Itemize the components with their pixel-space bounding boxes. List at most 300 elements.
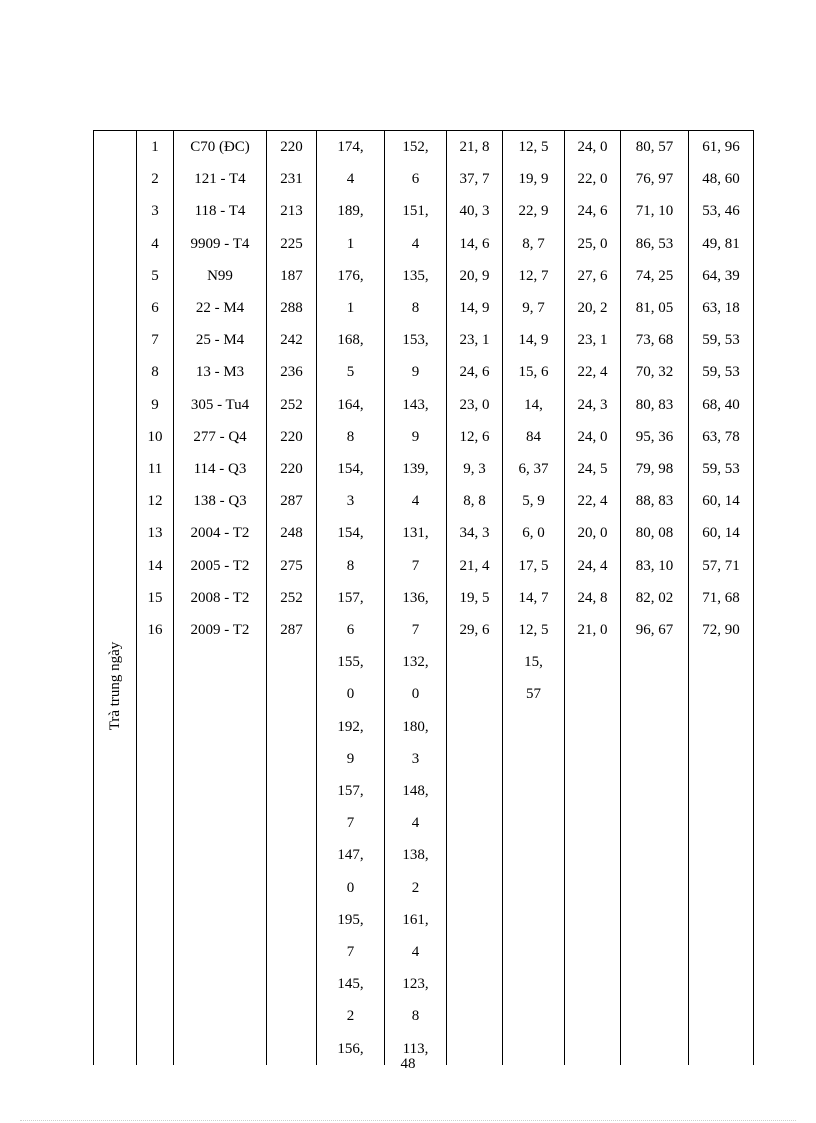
cell-col-8: 24, 4 bbox=[565, 550, 621, 582]
cell-col-10: 60, 14 bbox=[689, 485, 754, 517]
cell-col-6: 37, 7 bbox=[447, 163, 503, 195]
cell-col-4: 192, bbox=[317, 711, 385, 743]
cell-stt bbox=[137, 678, 174, 710]
cell-variety: 2008 - T2 bbox=[174, 582, 267, 614]
cell-col-5: 0 bbox=[385, 678, 447, 710]
cell-stt: 5 bbox=[137, 260, 174, 292]
table-row bbox=[94, 582, 754, 614]
cell-col-3 bbox=[267, 711, 317, 743]
cell-variety: 13 - M3 bbox=[174, 356, 267, 388]
cell-col-7: 8, 7 bbox=[503, 228, 565, 260]
cell-col-10: 72, 90 bbox=[689, 614, 754, 646]
cell-col-10 bbox=[689, 743, 754, 775]
cell-col-6: 40, 3 bbox=[447, 195, 503, 227]
data-table-wrapper bbox=[93, 130, 753, 1057]
cell-col-9: 76, 97 bbox=[621, 163, 689, 195]
cell-col-5: 3 bbox=[385, 743, 447, 775]
cell-col-10: 49, 81 bbox=[689, 228, 754, 260]
cell-col-7 bbox=[503, 936, 565, 968]
cell-col-5: 136, bbox=[385, 582, 447, 614]
cell-stt: 13 bbox=[137, 517, 174, 549]
cell-stt: 11 bbox=[137, 453, 174, 485]
cell-col-8 bbox=[565, 872, 621, 904]
cell-col-4: 174, bbox=[317, 131, 385, 164]
cell-col-9 bbox=[621, 743, 689, 775]
cell-col-4: 2 bbox=[317, 1000, 385, 1032]
cell-col-5: 143, bbox=[385, 389, 447, 421]
cell-col-9: 73, 68 bbox=[621, 324, 689, 356]
cell-col-8: 24, 6 bbox=[565, 195, 621, 227]
cell-variety: 2005 - T2 bbox=[174, 550, 267, 582]
cell-col-10: 63, 78 bbox=[689, 421, 754, 453]
cell-col-6: 24, 6 bbox=[447, 356, 503, 388]
cell-col-6: 20, 9 bbox=[447, 260, 503, 292]
cell-col-7: 12, 5 bbox=[503, 131, 565, 164]
cell-col-10: 60, 14 bbox=[689, 517, 754, 549]
cell-col-8 bbox=[565, 646, 621, 678]
cell-col-7: 5, 9 bbox=[503, 485, 565, 517]
cell-col-8: 24, 8 bbox=[565, 582, 621, 614]
cell-col-8: 23, 1 bbox=[565, 324, 621, 356]
cell-stt bbox=[137, 839, 174, 871]
cell-stt bbox=[137, 936, 174, 968]
cell-col-10 bbox=[689, 775, 754, 807]
data-table bbox=[93, 130, 754, 1065]
table-row bbox=[94, 872, 754, 904]
cell-col-4: 189, bbox=[317, 195, 385, 227]
cell-col-9: 74, 25 bbox=[621, 260, 689, 292]
cell-col-7: 12, 5 bbox=[503, 614, 565, 646]
table-row bbox=[94, 163, 754, 195]
cell-col-5: 131, bbox=[385, 517, 447, 549]
cell-col-10: 64, 39 bbox=[689, 260, 754, 292]
cell-col-8 bbox=[565, 678, 621, 710]
cell-variety: 2004 - T2 bbox=[174, 517, 267, 549]
cell-stt bbox=[137, 904, 174, 936]
cell-col-4: 195, bbox=[317, 904, 385, 936]
cell-col-7 bbox=[503, 839, 565, 871]
cell-col-8: 24, 0 bbox=[565, 421, 621, 453]
cell-col-8 bbox=[565, 1000, 621, 1032]
cell-col-5: 153, bbox=[385, 324, 447, 356]
cell-col-3: 287 bbox=[267, 614, 317, 646]
cell-col-5: 139, bbox=[385, 453, 447, 485]
cell-col-8 bbox=[565, 968, 621, 1000]
cell-col-4: 164, bbox=[317, 389, 385, 421]
cell-col-7: 6, 0 bbox=[503, 517, 565, 549]
cell-variety: 114 - Q3 bbox=[174, 453, 267, 485]
cell-col-9: 81, 05 bbox=[621, 292, 689, 324]
cell-col-7 bbox=[503, 775, 565, 807]
cell-col-5: 4 bbox=[385, 807, 447, 839]
cell-stt bbox=[137, 743, 174, 775]
cell-col-4: 155, bbox=[317, 646, 385, 678]
cell-col-9: 80, 08 bbox=[621, 517, 689, 549]
cell-col-6 bbox=[447, 646, 503, 678]
table-row bbox=[94, 228, 754, 260]
cell-col-3 bbox=[267, 872, 317, 904]
cell-col-3 bbox=[267, 743, 317, 775]
cell-variety: 2009 - T2 bbox=[174, 614, 267, 646]
cell-col-8: 24, 0 bbox=[565, 131, 621, 164]
cell-col-3: 220 bbox=[267, 131, 317, 164]
cell-col-6 bbox=[447, 743, 503, 775]
group-label: Trà trung ngày bbox=[107, 641, 123, 731]
cell-col-7 bbox=[503, 904, 565, 936]
table-row bbox=[94, 678, 754, 710]
cell-col-5: 6 bbox=[385, 163, 447, 195]
table-row bbox=[94, 260, 754, 292]
cell-col-3: 231 bbox=[267, 163, 317, 195]
cell-col-6 bbox=[447, 936, 503, 968]
cell-col-8: 22, 4 bbox=[565, 356, 621, 388]
cell-variety bbox=[174, 968, 267, 1000]
cell-col-7 bbox=[503, 711, 565, 743]
cell-variety: 25 - M4 bbox=[174, 324, 267, 356]
cell-col-4: 6 bbox=[317, 614, 385, 646]
table-row bbox=[94, 389, 754, 421]
cell-stt: 8 bbox=[137, 356, 174, 388]
cell-col-4: 3 bbox=[317, 485, 385, 517]
cell-stt: 6 bbox=[137, 292, 174, 324]
cell-variety bbox=[174, 743, 267, 775]
cell-col-9: 79, 98 bbox=[621, 453, 689, 485]
table-row bbox=[94, 453, 754, 485]
table-row bbox=[94, 807, 754, 839]
cell-variety bbox=[174, 904, 267, 936]
cell-col-3 bbox=[267, 839, 317, 871]
cell-variety bbox=[174, 807, 267, 839]
table-row bbox=[94, 1000, 754, 1032]
cell-col-7 bbox=[503, 807, 565, 839]
cell-col-3 bbox=[267, 646, 317, 678]
cell-col-3: 225 bbox=[267, 228, 317, 260]
cell-col-4: 8 bbox=[317, 421, 385, 453]
cell-col-3 bbox=[267, 1000, 317, 1032]
cell-col-7: 57 bbox=[503, 678, 565, 710]
cell-col-10 bbox=[689, 904, 754, 936]
cell-col-7: 6, 37 bbox=[503, 453, 565, 485]
cell-col-3 bbox=[267, 807, 317, 839]
cell-col-8 bbox=[565, 936, 621, 968]
cell-col-10 bbox=[689, 807, 754, 839]
cell-col-6: 12, 6 bbox=[447, 421, 503, 453]
cell-col-9: 96, 67 bbox=[621, 614, 689, 646]
cell-col-5: 148, bbox=[385, 775, 447, 807]
cell-col-10: 57, 71 bbox=[689, 550, 754, 582]
cell-col-5: 161, bbox=[385, 904, 447, 936]
cell-stt: 9 bbox=[137, 389, 174, 421]
cell-col-6 bbox=[447, 839, 503, 871]
cell-col-4: 147, bbox=[317, 839, 385, 871]
table-row bbox=[94, 421, 754, 453]
cell-col-4: 145, bbox=[317, 968, 385, 1000]
cell-col-3: 275 bbox=[267, 550, 317, 582]
cell-col-7 bbox=[503, 1000, 565, 1032]
table-row bbox=[94, 517, 754, 549]
cell-col-5: 7 bbox=[385, 614, 447, 646]
cell-col-7: 14, bbox=[503, 389, 565, 421]
cell-col-10 bbox=[689, 968, 754, 1000]
cell-stt: 10 bbox=[137, 421, 174, 453]
cell-variety: 9909 - T4 bbox=[174, 228, 267, 260]
cell-col-10: 68, 40 bbox=[689, 389, 754, 421]
cell-col-7: 15, bbox=[503, 646, 565, 678]
cell-col-9 bbox=[621, 646, 689, 678]
cell-col-3 bbox=[267, 936, 317, 968]
cell-variety bbox=[174, 711, 267, 743]
cell-col-3: 242 bbox=[267, 324, 317, 356]
cell-col-5: 8 bbox=[385, 1000, 447, 1032]
cell-col-7: 84 bbox=[503, 421, 565, 453]
table-row bbox=[94, 904, 754, 936]
cell-col-7: 19, 9 bbox=[503, 163, 565, 195]
cell-col-7: 12, 7 bbox=[503, 260, 565, 292]
cell-stt: 12 bbox=[137, 485, 174, 517]
cell-variety: 305 - Tu4 bbox=[174, 389, 267, 421]
cell-col-10 bbox=[689, 872, 754, 904]
cell-col-7 bbox=[503, 743, 565, 775]
cell-col-9: 80, 83 bbox=[621, 389, 689, 421]
cell-col-3: 252 bbox=[267, 389, 317, 421]
table-row bbox=[94, 195, 754, 227]
cell-col-4: 0 bbox=[317, 872, 385, 904]
cell-col-5: 4 bbox=[385, 228, 447, 260]
cell-col-3: 187 bbox=[267, 260, 317, 292]
cell-variety: 121 - T4 bbox=[174, 163, 267, 195]
cell-stt: 15 bbox=[137, 582, 174, 614]
cell-stt bbox=[137, 872, 174, 904]
cell-col-9: 86, 53 bbox=[621, 228, 689, 260]
cell-col-8: 25, 0 bbox=[565, 228, 621, 260]
cell-col-6 bbox=[447, 904, 503, 936]
cell-col-9 bbox=[621, 839, 689, 871]
cell-col-8: 24, 3 bbox=[565, 389, 621, 421]
cell-stt bbox=[137, 775, 174, 807]
cell-stt: 1 bbox=[137, 131, 174, 164]
table-row bbox=[94, 743, 754, 775]
cell-col-9: 83, 10 bbox=[621, 550, 689, 582]
cell-variety bbox=[174, 839, 267, 871]
cell-col-9 bbox=[621, 711, 689, 743]
cell-col-8 bbox=[565, 807, 621, 839]
cell-stt bbox=[137, 711, 174, 743]
cell-col-5: 151, bbox=[385, 195, 447, 227]
cell-col-6 bbox=[447, 807, 503, 839]
table-row bbox=[94, 356, 754, 388]
cell-col-10: 61, 96 bbox=[689, 131, 754, 164]
cell-col-6: 14, 6 bbox=[447, 228, 503, 260]
cell-col-6: 21, 8 bbox=[447, 131, 503, 164]
cell-col-4: 5 bbox=[317, 356, 385, 388]
cell-col-8 bbox=[565, 839, 621, 871]
cell-col-6: 23, 0 bbox=[447, 389, 503, 421]
table-row bbox=[94, 775, 754, 807]
cell-col-7 bbox=[503, 872, 565, 904]
cell-col-5: 4 bbox=[385, 485, 447, 517]
cell-variety bbox=[174, 678, 267, 710]
cell-col-10 bbox=[689, 839, 754, 871]
cell-stt bbox=[137, 968, 174, 1000]
cell-col-3: 287 bbox=[267, 485, 317, 517]
cell-col-5: 9 bbox=[385, 421, 447, 453]
cell-col-8 bbox=[565, 775, 621, 807]
cell-col-10: 71, 68 bbox=[689, 582, 754, 614]
cell-col-5: 2 bbox=[385, 872, 447, 904]
cell-col-4: 156, bbox=[317, 1033, 385, 1065]
cell-col-6: 9, 3 bbox=[447, 453, 503, 485]
cell-col-5: 152, bbox=[385, 131, 447, 164]
cell-stt: 16 bbox=[137, 614, 174, 646]
cell-col-8 bbox=[565, 743, 621, 775]
cell-col-10: 63, 18 bbox=[689, 292, 754, 324]
cell-col-6: 34, 3 bbox=[447, 517, 503, 549]
cell-col-3: 248 bbox=[267, 517, 317, 549]
cell-col-7: 14, 7 bbox=[503, 582, 565, 614]
cell-col-6 bbox=[447, 678, 503, 710]
cell-stt: 3 bbox=[137, 195, 174, 227]
table-row bbox=[94, 292, 754, 324]
cell-col-9 bbox=[621, 1000, 689, 1032]
cell-col-9: 80, 57 bbox=[621, 131, 689, 164]
cell-col-8: 22, 4 bbox=[565, 485, 621, 517]
cell-variety: 118 - T4 bbox=[174, 195, 267, 227]
cell-stt: 7 bbox=[137, 324, 174, 356]
cell-col-10 bbox=[689, 646, 754, 678]
cell-col-5: 4 bbox=[385, 936, 447, 968]
cell-col-9 bbox=[621, 936, 689, 968]
table-body bbox=[94, 131, 754, 1065]
cell-col-5: 138, bbox=[385, 839, 447, 871]
cell-col-3: 220 bbox=[267, 421, 317, 453]
cell-col-6 bbox=[447, 775, 503, 807]
cell-col-3 bbox=[267, 968, 317, 1000]
cell-col-4: 7 bbox=[317, 807, 385, 839]
cell-col-10 bbox=[689, 936, 754, 968]
table-row bbox=[94, 614, 754, 646]
cell-col-6 bbox=[447, 1000, 503, 1032]
cell-col-4: 154, bbox=[317, 453, 385, 485]
page-number: 48 bbox=[400, 1056, 416, 1072]
cell-col-6: 21, 4 bbox=[447, 550, 503, 582]
cell-col-6: 29, 6 bbox=[447, 614, 503, 646]
cell-variety bbox=[174, 646, 267, 678]
cell-col-4: 1 bbox=[317, 292, 385, 324]
cell-col-7: 14, 9 bbox=[503, 324, 565, 356]
cell-col-9 bbox=[621, 904, 689, 936]
cell-col-6: 19, 5 bbox=[447, 582, 503, 614]
cell-col-6 bbox=[447, 872, 503, 904]
cell-col-6: 8, 8 bbox=[447, 485, 503, 517]
cell-col-7: 15, 6 bbox=[503, 356, 565, 388]
cell-col-3 bbox=[267, 678, 317, 710]
cell-col-10: 59, 53 bbox=[689, 453, 754, 485]
table-row bbox=[94, 324, 754, 356]
table-row bbox=[94, 711, 754, 743]
cell-stt bbox=[137, 1000, 174, 1032]
cell-col-4: 9 bbox=[317, 743, 385, 775]
cell-variety bbox=[174, 872, 267, 904]
cell-col-3 bbox=[267, 904, 317, 936]
table-row bbox=[94, 550, 754, 582]
cell-col-4: 4 bbox=[317, 163, 385, 195]
cell-col-10 bbox=[689, 711, 754, 743]
cell-col-9 bbox=[621, 775, 689, 807]
cell-variety: 277 - Q4 bbox=[174, 421, 267, 453]
cell-col-10 bbox=[689, 678, 754, 710]
cell-col-5: 135, bbox=[385, 260, 447, 292]
cell-col-5: 180, bbox=[385, 711, 447, 743]
cell-col-7 bbox=[503, 968, 565, 1000]
cell-variety: N99 bbox=[174, 260, 267, 292]
cell-col-5: 132, bbox=[385, 646, 447, 678]
cell-col-6: 23, 1 bbox=[447, 324, 503, 356]
cell-col-9: 71, 10 bbox=[621, 195, 689, 227]
cell-col-10: 59, 53 bbox=[689, 356, 754, 388]
cell-col-8: 22, 0 bbox=[565, 163, 621, 195]
cell-col-10 bbox=[689, 1000, 754, 1032]
cell-col-8 bbox=[565, 711, 621, 743]
cell-col-9 bbox=[621, 872, 689, 904]
cell-col-7: 22, 9 bbox=[503, 195, 565, 227]
cell-col-9 bbox=[621, 968, 689, 1000]
bottom-rule bbox=[20, 1120, 796, 1121]
table-row bbox=[94, 485, 754, 517]
cell-stt bbox=[137, 646, 174, 678]
cell-col-7: 9, 7 bbox=[503, 292, 565, 324]
cell-col-10: 59, 53 bbox=[689, 324, 754, 356]
cell-col-8: 20, 0 bbox=[565, 517, 621, 549]
cell-col-4: 1 bbox=[317, 228, 385, 260]
cell-col-8: 20, 2 bbox=[565, 292, 621, 324]
cell-stt: 2 bbox=[137, 163, 174, 195]
table-row bbox=[94, 646, 754, 678]
cell-variety bbox=[174, 936, 267, 968]
table-row bbox=[94, 839, 754, 871]
cell-col-4: 168, bbox=[317, 324, 385, 356]
cell-stt: 14 bbox=[137, 550, 174, 582]
cell-col-6 bbox=[447, 968, 503, 1000]
cell-col-9: 70, 32 bbox=[621, 356, 689, 388]
cell-col-3: 288 bbox=[267, 292, 317, 324]
cell-variety: C70 (ĐC) bbox=[174, 131, 267, 164]
cell-col-4: 157, bbox=[317, 775, 385, 807]
cell-col-5: 123, bbox=[385, 968, 447, 1000]
cell-variety: 138 - Q3 bbox=[174, 485, 267, 517]
cell-col-9 bbox=[621, 807, 689, 839]
cell-col-8: 24, 5 bbox=[565, 453, 621, 485]
cell-variety bbox=[174, 1000, 267, 1032]
cell-stt: 4 bbox=[137, 228, 174, 260]
cell-col-8: 21, 0 bbox=[565, 614, 621, 646]
cell-col-4: 8 bbox=[317, 550, 385, 582]
cell-col-3: 220 bbox=[267, 453, 317, 485]
cell-col-4: 0 bbox=[317, 678, 385, 710]
cell-col-5: 113, bbox=[385, 1033, 447, 1065]
cell-col-3 bbox=[267, 775, 317, 807]
cell-col-4: 154, bbox=[317, 517, 385, 549]
cell-col-10: 48, 60 bbox=[689, 163, 754, 195]
cell-col-6 bbox=[447, 711, 503, 743]
cell-col-3: 213 bbox=[267, 195, 317, 227]
cell-col-3: 252 bbox=[267, 582, 317, 614]
cell-col-5: 7 bbox=[385, 550, 447, 582]
cell-col-4: 7 bbox=[317, 936, 385, 968]
cell-col-9: 95, 36 bbox=[621, 421, 689, 453]
cell-col-10: 53, 46 bbox=[689, 195, 754, 227]
cell-col-5: 8 bbox=[385, 292, 447, 324]
group-cell bbox=[94, 131, 137, 1065]
